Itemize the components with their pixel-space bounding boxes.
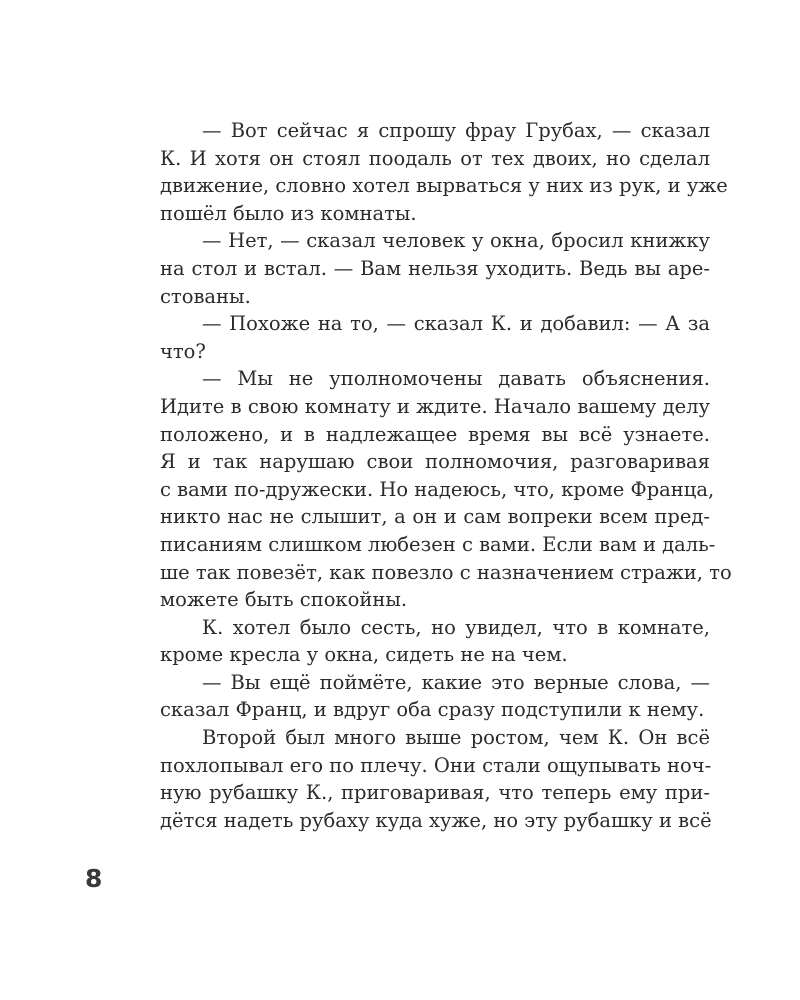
text-line: Идите в свою комнату и ждите. Начало вашему делу bbox=[160, 394, 710, 418]
text-line: стованы. bbox=[160, 284, 251, 308]
text-line: писаниям слишком любезен с вами. Если вам и даль- bbox=[160, 532, 716, 556]
text-line: никто нас не слышит, а он и сам вопреки всем пред- bbox=[160, 505, 710, 529]
text-line: можете быть спокойны. bbox=[160, 588, 408, 612]
text-line: что? bbox=[160, 339, 206, 363]
body-text bbox=[160, 117, 732, 834]
paragraph bbox=[160, 614, 710, 669]
text-line: сказал Франц, и вдруг оба сразу подступили к нему. bbox=[160, 698, 705, 722]
text-line: — Нет, — сказал человек у окна, бросил книжку bbox=[202, 229, 710, 253]
text-line: с вами по-дружески. Но надеюсь, что, кроме Франца, bbox=[160, 477, 715, 501]
text-line: — Вот сейчас я спрошу фрау Грубах, — сказал bbox=[202, 119, 710, 142]
text-line: — Мы не уполномочены давать объяснения. bbox=[202, 367, 710, 391]
page-number: 8 bbox=[85, 864, 103, 893]
text-line: ше так повезёт, как повезло с назначением стражи, то bbox=[160, 560, 732, 584]
text-line: похлопывал его по плечу. Они стали ощупывать ноч- bbox=[160, 753, 712, 777]
text-line: К. И хотя он стоял поодаль от тех двоих, но сделал bbox=[160, 146, 710, 170]
text-line: пошёл было из комнаты. bbox=[160, 201, 417, 225]
text-line: К. хотел было сесть, но увидел, что в комнате, bbox=[202, 615, 710, 639]
paragraph bbox=[160, 365, 732, 613]
paragraph bbox=[160, 724, 710, 834]
paragraph bbox=[160, 669, 710, 724]
text-line: Второй был много выше ростом, чем К. Он всё bbox=[202, 726, 710, 750]
text-line: Я и так нарушаю свои полномочия, разговаривая bbox=[160, 450, 710, 474]
text-line: — Вы ещё поймёте, какие это верные слова, — bbox=[202, 670, 710, 694]
text-line: на стол и встал. — Вам нельзя уходить. Ведь вы аре- bbox=[160, 256, 710, 280]
text-line: ную рубашку К., приговаривая, что теперь ему при- bbox=[160, 781, 710, 805]
text-line: положено, и в надлежащее время вы всё узнаете. bbox=[160, 422, 710, 446]
text-line: дётся надеть рубаху куда хуже, но эту рубашку и всё bbox=[160, 808, 712, 832]
text-line: кроме кресла у окна, сидеть не на чем. bbox=[160, 643, 568, 667]
paragraph bbox=[160, 310, 710, 365]
text-line: — Похоже на то, — сказал К. и добавил: — А за bbox=[202, 312, 710, 336]
paragraph bbox=[160, 227, 710, 310]
text-line: движение, словно хотел вырваться у них из рук, и уже bbox=[160, 174, 728, 198]
paragraph bbox=[160, 117, 728, 227]
